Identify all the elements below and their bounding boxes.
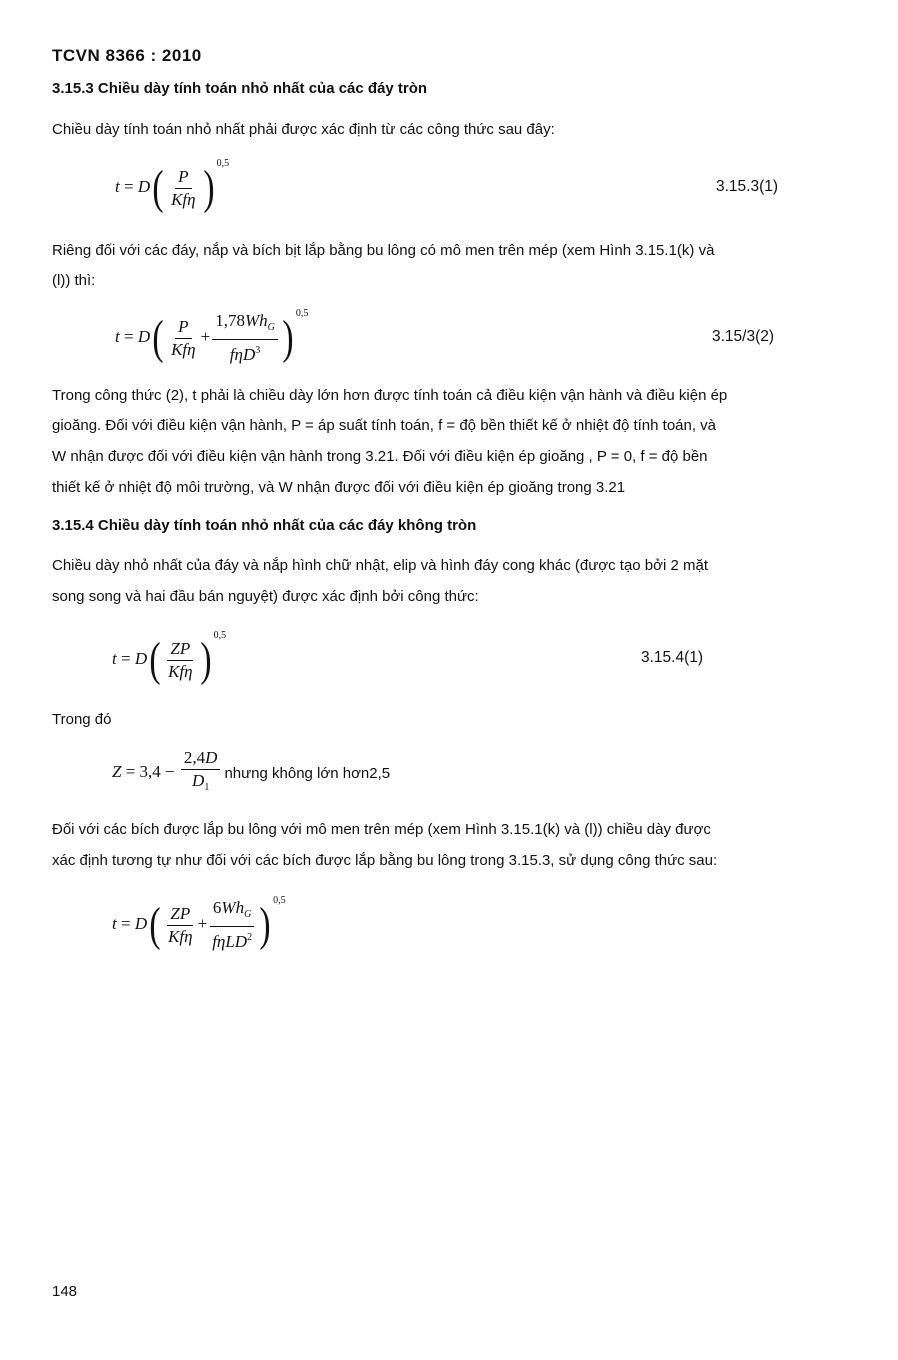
paragraph-intro-line-1: Chiều dày nhỏ nhất của đáy và nắp hình chữ nhật, elip và hình đáy cong khác (được tạo bởi 2 mặt (52, 557, 709, 574)
z-condition: nhưng không lớn hơn2,5 (224, 764, 391, 782)
equation-3-15-3-2: t = D( $\frac{P}{\text{Kfη}}$ + $\frac{1,78Wh_G}{f\eta D^3}$ ) $^{0,5}$ (115, 308, 309, 365)
paragraph-formula-line-2: gioăng. Đối với điều kiện vận hành, P = áp suất tính toán, f = độ bền thiết kế ở nhiệt độ tính toán, và (52, 417, 717, 434)
equation-label: 3.15.4(1) (641, 649, 704, 666)
equation-label: 3.15.3(1) (716, 178, 779, 195)
equation-label: 3.15/3(2) (712, 328, 775, 345)
paragraph-special-line-1: Riêng đối với các đáy, nắp và bích bịt lắp bằng bu lông có mô men trên mép (xem Hình 3.15.1(k) và (52, 242, 715, 259)
paragraph-intro-line-2: song song và hai đầu bán nguyệt) được xác định bởi công thức: (52, 588, 479, 605)
equation-3-15-4-1: t = D( $\frac{ZP}{\text{Kfη}}$ ) $^{0,5}$ (112, 630, 227, 687)
page-number: 148 (52, 1283, 78, 1300)
paragraph-formula-line-3: W nhận được đối với điều kiện vận hành trong 3.21. Đối với điều kiện ép gioăng , P = 0, f = độ bền (52, 448, 708, 465)
paragraph-formula-line-4: thiết kế ở nhiệt độ môi trường, và W nhận được đối với điều kiện ép gioăng trong 3.21 (52, 479, 626, 496)
paragraph-flange-line-1: Đối với các bích được lắp bu lông với mô men trên mép (xem Hình 3.15.1(k) và (l)) chiều dày được (52, 821, 711, 838)
equation-3-15-3-1: t = D( $\frac{P}{\text{Kfη}}$ ) $^{0,5}$ (115, 158, 230, 215)
paragraph-formula-line-1: Trong công thức (2), t phải là chiều dày lớn hơn được tính toán cả điều kiện vận hành và điều kiện ép (52, 387, 728, 404)
equation-flange: t = D( $\frac{ZP}{\text{Kfη}}$ + $\frac{6Wh_G}{f\eta LD^2}$ ) $^{0,5}$ (112, 895, 286, 952)
section-heading-3-15-3: 3.15.3 Chiều dày tính toán nhỏ nhất của các đáy tròn (52, 80, 428, 97)
paragraph-special-line-2: (l)) thì: (52, 272, 96, 289)
paragraph-flange-line-2: xác định tương tự như đối với các bích được lắp bằng bu lông trong 3.15.3, sử dụng công thức sau: (52, 852, 718, 869)
z-equation: Z = 3,4 − $\frac{2,4D}{D_1}$ nhưng không lớn hơn2,5 (112, 748, 391, 793)
document-header: TCVN 8366 : 2010 (52, 46, 202, 65)
section-heading-3-15-4: 3.15.4 Chiều dày tính toán nhỏ nhất của các đáy không tròn (52, 517, 477, 534)
paragraph-where: Trong đó (52, 711, 112, 728)
paragraph-intro: Chiều dày tính toán nhỏ nhất phải được xác định từ các công thức sau đây: (52, 121, 555, 138)
